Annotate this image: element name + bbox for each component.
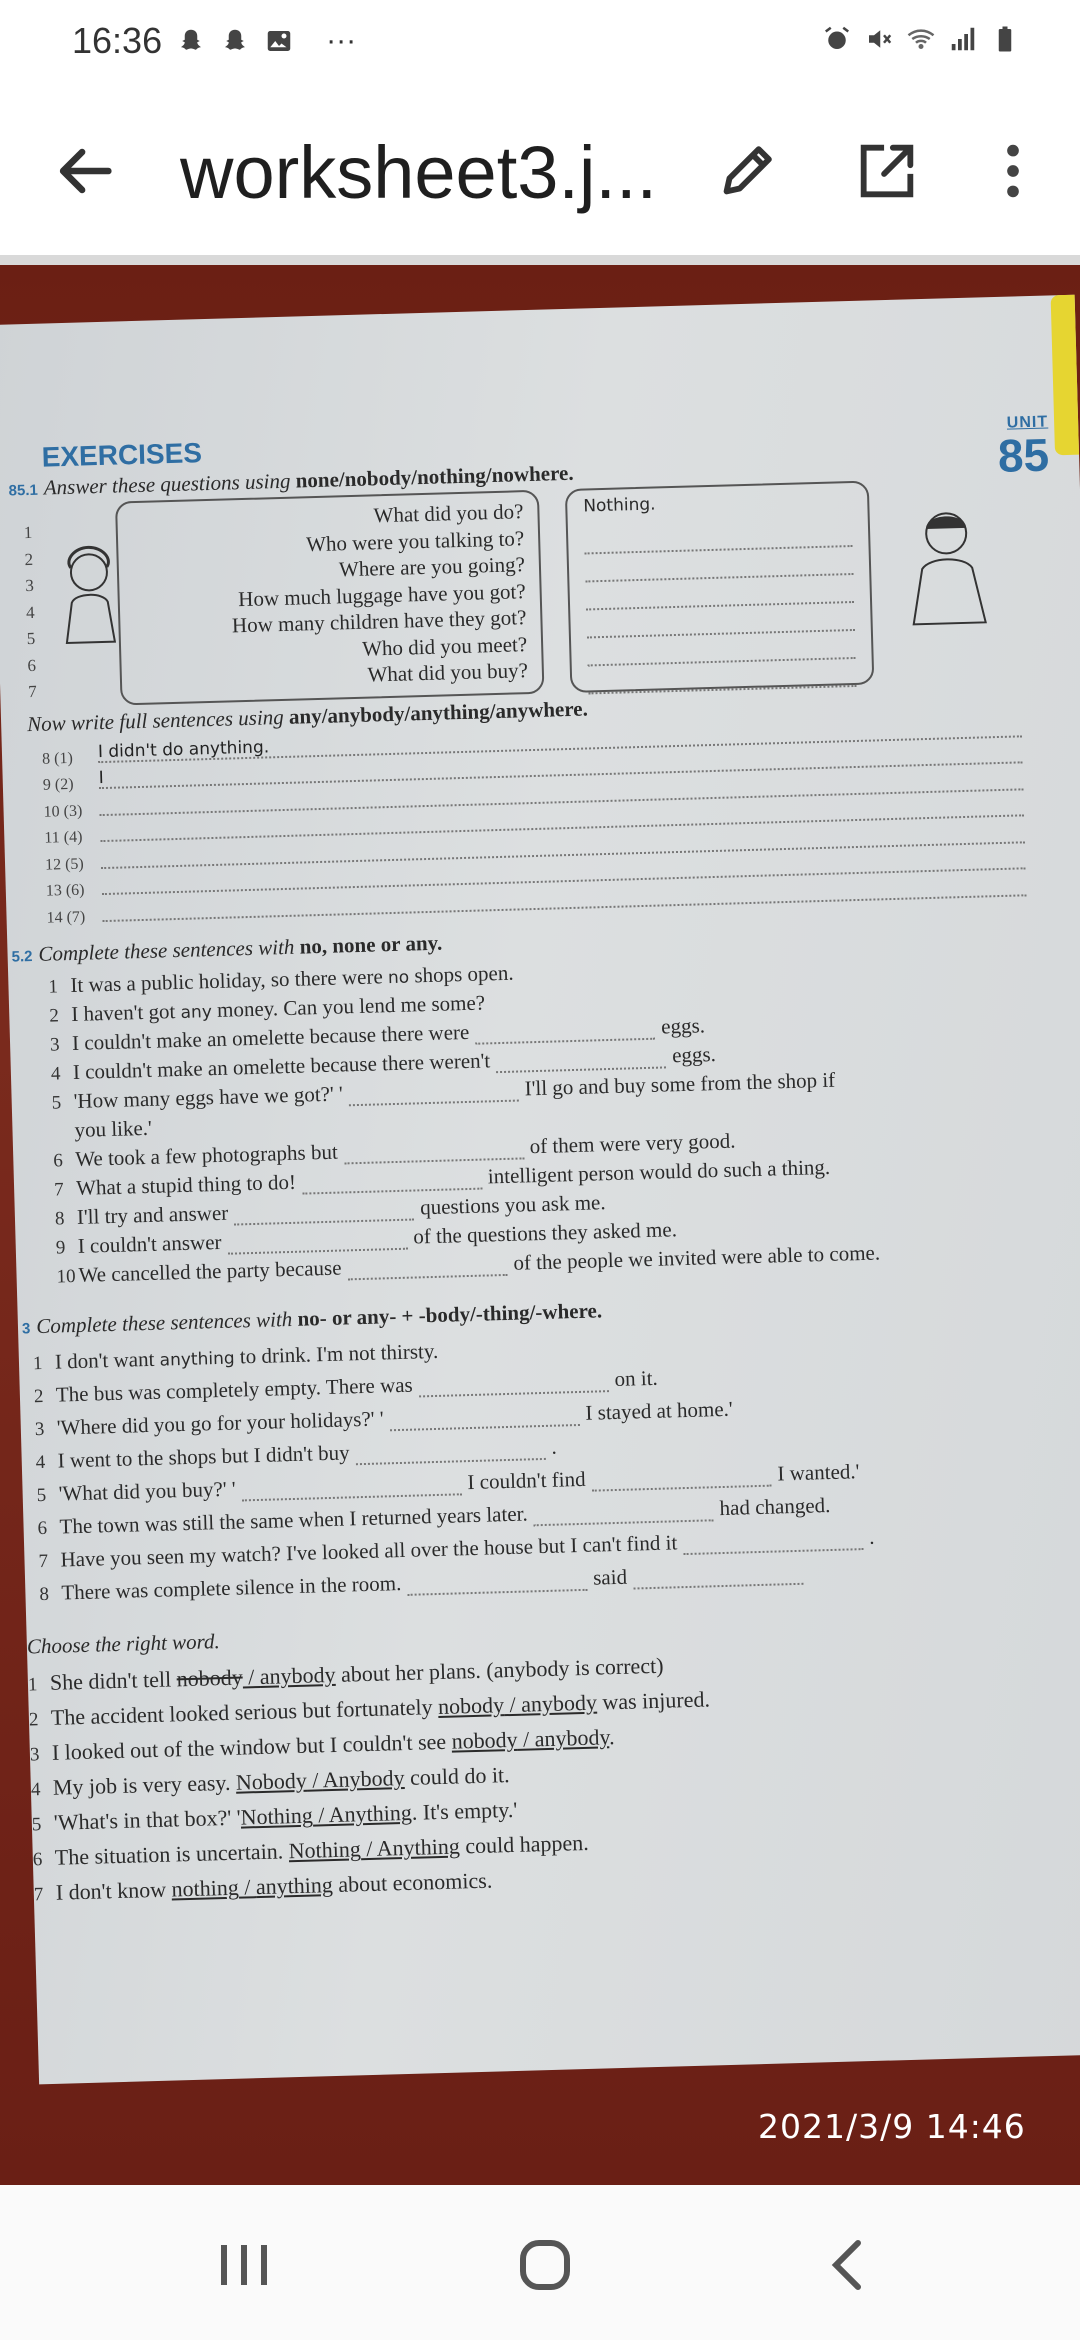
status-right [822, 24, 1020, 54]
image-icon [264, 26, 294, 56]
exercise-item: 9 I couldn't answer of the questions they asked me. [55, 1217, 678, 1259]
section-3-instruction: Complete these sentences with [35, 1306, 293, 1339]
pencil-icon[interactable] [712, 136, 782, 206]
exercise-item: 8 I'll try and answer questions you ask me. [54, 1190, 606, 1230]
alarm-icon [822, 24, 852, 54]
man-figure-illustration [895, 497, 1009, 630]
home-icon[interactable] [505, 2225, 585, 2305]
app-bar [0, 96, 1080, 246]
photo-timestamp: 2021/3/9 14:46 [758, 2107, 1026, 2146]
status-more: ··· [326, 24, 357, 57]
question-item: What did you do? [373, 499, 524, 528]
exercise-item: 8 There was complete silence in the room. said [39, 1558, 876, 1614]
exercise-item: 10 We cancelled the party because of the people we invited were able to come. [56, 1240, 881, 1288]
handwritten-answer: no [387, 967, 410, 989]
snapchat-icon [220, 26, 250, 56]
first-answer: Nothing. [583, 494, 656, 517]
unit-word: UNIT [1006, 413, 1049, 432]
section-2-number: 5.2 [11, 948, 33, 966]
exercise-item: 2 The bus was completely empty. There was on it. [33, 1365, 659, 1408]
section-3-instruction-bold: no- or any- + -body/-thing/-where. [297, 1298, 603, 1331]
answers-bubble [565, 481, 875, 693]
section-1-instruction: Answer these questions using [43, 468, 291, 500]
section-4-instruction: Choose the right word. [26, 1629, 221, 1659]
open-in-new-icon[interactable] [852, 136, 922, 206]
section-1b-instruction: Now write full sentences using [26, 704, 285, 737]
exercise-item: 7 I don't know nothing / anything about economics. [33, 1867, 493, 1906]
handwritten-answer: any [180, 1002, 213, 1023]
section-4-heading [27, 1629, 221, 1659]
section-3-number: 3 [21, 1320, 31, 1338]
exercise-item: 1 She didn't tell nobody / anybody about her plans. (anybody is correct) [27, 1652, 664, 1696]
section-1-instruction-bold: none/nobody/nothing/nowhere. [295, 460, 574, 493]
exercises-title: EXERCISES [41, 437, 203, 473]
questions-bubble [115, 490, 545, 706]
recents-icon[interactable] [205, 2225, 285, 2305]
section-4-list [28, 1651, 716, 1915]
sentence-row: 13 (6) [45, 847, 1025, 901]
signal-icon [948, 24, 978, 54]
exercise-item: 4 My job is very easy. Nobody / Anybody could do it. [30, 1762, 510, 1801]
exercise-item: 5 'How many eggs have we got?' ' I'll go and buy some from the shop if [51, 1067, 836, 1114]
sentence-answer: I [98, 745, 1022, 789]
section-2-instruction-bold: no, none or any. [299, 930, 443, 959]
exercise-item: 7 What a stupid thing to do! intelligent person would do such a thing. [53, 1154, 831, 1201]
exercise-item: 5 'What's in that box?' 'Nothing / Anything. It's empty.' [31, 1796, 518, 1836]
sentence-row: 14 (7) [46, 873, 1026, 927]
exercise-item: 3 'Where did you go for your holidays?' ' I stayed at home.' [34, 1396, 733, 1441]
unit-number: 85 [997, 428, 1050, 482]
exercise-item: you like.' [74, 1115, 153, 1142]
exercise-item: 6 The situation is uncertain. Nothing / Anything could happen. [32, 1829, 590, 1871]
status-left [72, 20, 356, 62]
battery-icon [990, 24, 1020, 54]
exercise-item: 5 'What did you buy?' ' I couldn't find I wanted.' [36, 1459, 860, 1507]
app-bar-divider [0, 255, 1080, 265]
handwritten-answer: anything [159, 1348, 235, 1371]
file-title: worksheet3.j... [180, 131, 658, 214]
question-item: Who did you meet? [361, 631, 528, 661]
answer-lines [584, 519, 857, 694]
more-vert-icon[interactable] [988, 136, 1038, 206]
sentence-row: 9 (2) I [42, 741, 1022, 795]
sentence-row: 8 (1) I didn't do anything. [42, 714, 1022, 768]
sentence-answer: I didn't do anything. [98, 719, 1022, 763]
yellow-tab [1051, 295, 1079, 456]
full-sentences-list [42, 714, 1027, 927]
question-item: How many children have they got? [231, 605, 527, 638]
exercise-item: 1 It was a public holiday, so there were no shops open. [48, 960, 514, 998]
exercise-item: 7 Have you seen my watch? I've looked all over the house but I can't find it . [38, 1524, 875, 1573]
snapchat-icon [176, 26, 206, 56]
sentence-row: 11 (4) [44, 794, 1024, 848]
section-3-heading [22, 1298, 603, 1339]
section-1-numbers: 1 2 3 4 5 6 7 [23, 522, 38, 702]
unit-label [997, 413, 1050, 482]
section-2-instruction: Complete these sentences with [38, 934, 295, 966]
mute-icon [864, 24, 894, 54]
arrow-back-icon[interactable] [50, 136, 120, 206]
section-2-list [48, 951, 880, 1293]
exercise-item: 4 I couldn't make an omelette because there weren't eggs. [50, 1042, 717, 1085]
question-item: How much luggage have you got? [237, 578, 526, 611]
exercise-item: 3 I looked out of the window but I couldn't see nobody / anybody. [29, 1724, 615, 1766]
exercise-item: 3 I couldn't make an omelette because there were eggs. [49, 1013, 706, 1056]
question-item: Who were you talking to? [305, 525, 525, 556]
wifi-icon [906, 24, 936, 54]
exercise-item: 1 I don't want anything to drink. I'm not thirsty. [32, 1338, 439, 1375]
exercise-item: 2 The accident looked serious but fortunately nobody / anybody was injured. [28, 1686, 711, 1731]
status-bar [0, 0, 1080, 84]
exercise-item: 6 The town was still the same when I returned years later. had changed. [37, 1493, 831, 1540]
sentence-row: 10 (3) [43, 767, 1023, 821]
question-item: Where are you going? [338, 552, 526, 582]
section-3-list [33, 1327, 876, 1614]
exercise-item: 2 I haven't got any money. Can you lend me some? [49, 990, 486, 1027]
questions-list [229, 498, 529, 692]
exercise-item: 4 I went to the shops but I didn't buy . [35, 1434, 558, 1474]
sentence-row: 12 (5) [45, 820, 1025, 874]
chevron-left-icon[interactable] [808, 2225, 888, 2305]
section-1-number: 85.1 [8, 481, 39, 500]
section-1b-instruction-bold: any/anybody/anything/anywhere. [288, 696, 589, 729]
status-time: 16:36 [72, 20, 163, 61]
section-2-heading [11, 931, 442, 968]
worksheet-page [0, 295, 1080, 2085]
navigation-bar [0, 2185, 1080, 2340]
exercise-item: 6 We took a few photographs but of them were very good. [53, 1128, 736, 1172]
question-item: What did you buy? [367, 658, 529, 687]
photo-view[interactable] [0, 265, 1080, 2185]
